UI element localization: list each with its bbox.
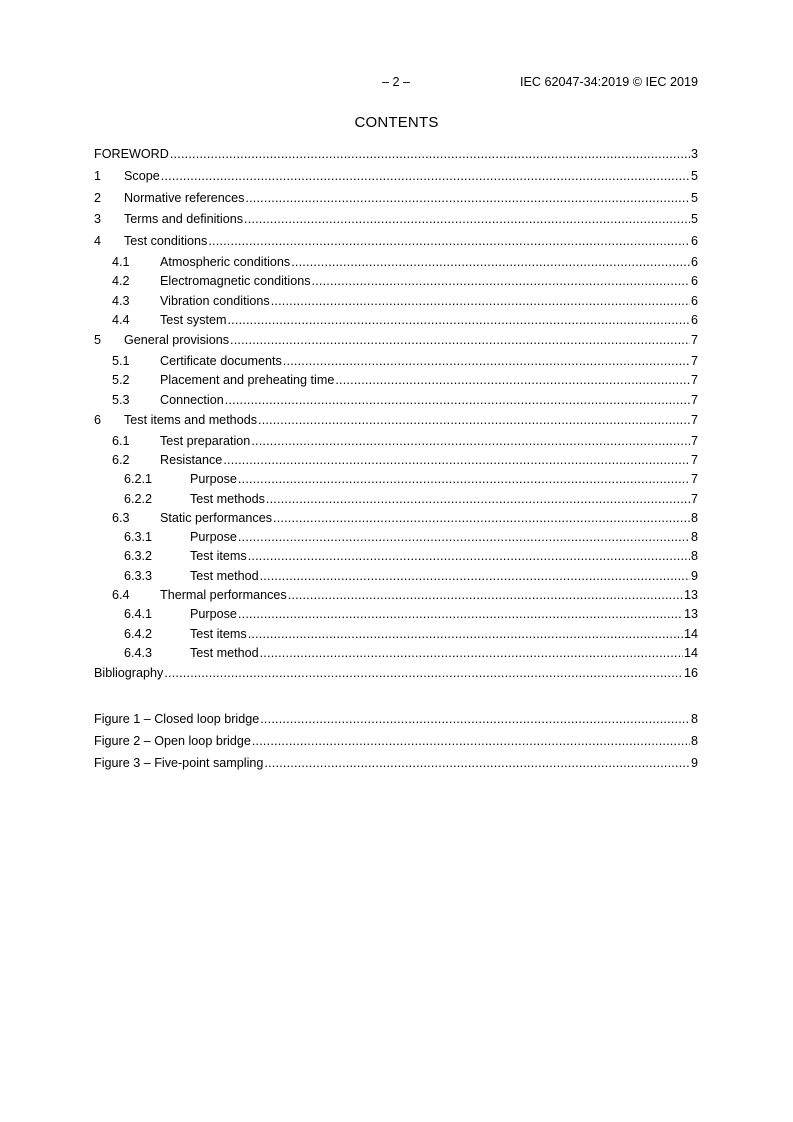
dot-leader [227, 311, 690, 330]
toc-entry-number: 6.4.2 [124, 626, 153, 641]
toc-entry-number: 6.3.2 [124, 549, 153, 564]
toc-entry-page: 5 [690, 212, 698, 227]
toc-entry-label: Test items [190, 549, 247, 564]
toc-entry[interactable] [94, 166, 698, 188]
dot-leader [260, 644, 683, 663]
toc-entry-number: 6.4.3 [124, 645, 153, 660]
dot-leader [238, 528, 690, 547]
toc-entry-number: 6 [94, 412, 102, 427]
toc-entry-page: 6 [690, 254, 698, 269]
dot-leader [264, 753, 690, 775]
toc-entry-number: 1 [94, 168, 102, 183]
toc-entry-number: 6.3.3 [124, 568, 153, 583]
toc-entry[interactable] [94, 253, 698, 272]
toc-entry-number: 4 [94, 234, 102, 249]
dot-leader [260, 567, 690, 586]
toc-entry-page: 7 [690, 412, 698, 427]
toc-entry[interactable] [94, 432, 698, 451]
toc-entry-page: 7 [690, 491, 698, 506]
toc-entry[interactable] [94, 547, 698, 566]
toc-entry-number: 6.2.2 [124, 491, 153, 506]
dot-leader [223, 451, 690, 470]
figure-entry-page: 9 [690, 755, 698, 770]
toc-entry-number: 6.4.1 [124, 607, 153, 622]
dot-leader [225, 391, 690, 410]
figure-entry[interactable] [94, 753, 698, 775]
toc-entry-number: 5.3 [112, 392, 130, 407]
toc-entry-page: 13 [683, 607, 698, 622]
toc-entry-page: 6 [690, 274, 698, 289]
toc-entry-label: Test system [160, 312, 227, 327]
toc-entry-page: 7 [690, 373, 698, 388]
dot-leader [230, 330, 690, 352]
toc-entry-page: 6 [690, 293, 698, 308]
toc-entry-label: Normative references [124, 190, 245, 205]
toc-entry-number: 6.2.1 [124, 472, 153, 487]
toc-entry-number: 4.2 [112, 274, 130, 289]
dot-leader [252, 731, 690, 753]
contents-title: CONTENTS [354, 114, 439, 131]
toc-entry-page: 8 [690, 530, 698, 545]
dot-leader [266, 490, 690, 509]
dot-leader [258, 410, 690, 432]
toc-entry[interactable] [94, 625, 698, 644]
dot-leader [170, 144, 690, 166]
toc-entry-number: 5.2 [112, 373, 130, 388]
toc-entry-label: Placement and preheating time [160, 373, 335, 388]
toc-spacer [94, 685, 698, 709]
toc-entry-number: 6.2 [112, 452, 130, 467]
toc-entry-label: Scope [124, 168, 160, 183]
dot-leader [271, 292, 690, 311]
toc-entry-label: Vibration conditions [160, 293, 270, 308]
toc-entry-number: 5.1 [112, 353, 130, 368]
toc-entry[interactable] [94, 586, 698, 605]
dot-leader [244, 209, 690, 231]
figure-entry-label: Figure 1 – Closed loop bridge [94, 712, 260, 727]
toc-entry[interactable] [94, 451, 698, 470]
toc-entry[interactable] [94, 188, 698, 210]
toc-entry-label: Test conditions [124, 234, 208, 249]
toc-entry-page: 5 [690, 190, 698, 205]
toc-entry-page: 13 [683, 588, 698, 603]
page-header [0, 75, 793, 93]
toc-entry-page: 5 [690, 168, 698, 183]
toc-entry-label: Electromagnetic conditions [160, 274, 311, 289]
figure-entry-label: Figure 2 – Open loop bridge [94, 733, 251, 748]
toc-entry-page: 7 [690, 472, 698, 487]
dot-leader [312, 272, 690, 291]
toc-entry-page: 7 [690, 452, 698, 467]
toc-entry-number: 4.4 [112, 312, 130, 327]
toc-entry[interactable] [94, 311, 698, 330]
dot-leader [335, 371, 690, 390]
dot-leader [251, 432, 690, 451]
toc-entry-label: Purpose [190, 530, 237, 545]
toc-entry-page: 16 [683, 666, 698, 681]
toc-entry[interactable] [94, 272, 698, 291]
toc-entry-page: 14 [683, 645, 698, 660]
toc-entry[interactable] [94, 605, 698, 624]
dot-leader [248, 625, 683, 644]
toc-entry-number: 4.3 [112, 293, 130, 308]
toc-entry[interactable] [94, 470, 698, 489]
toc-entry-number: 2 [94, 190, 102, 205]
dot-leader [245, 188, 690, 210]
toc-entry[interactable] [94, 410, 698, 432]
toc-entry[interactable] [94, 490, 698, 509]
toc-entry-page: 7 [690, 433, 698, 448]
toc-entry[interactable] [94, 352, 698, 371]
figure-entry-page: 8 [690, 733, 698, 748]
toc-entry-label: Test items [190, 626, 247, 641]
dot-leader [273, 509, 690, 528]
dot-leader [161, 166, 690, 188]
toc-entry[interactable] [94, 292, 698, 311]
toc-entry-label: Certificate documents [160, 353, 282, 368]
toc-entry-number: 6.3.1 [124, 530, 153, 545]
toc-entry-page: 8 [690, 549, 698, 564]
figure-entry-label: Figure 3 – Five-point sampling [94, 755, 264, 770]
toc-entry-label: Bibliography [94, 666, 164, 681]
toc-entry-page: 9 [690, 568, 698, 583]
toc-entry[interactable] [94, 371, 698, 390]
toc-entry-label: Test items and methods [124, 412, 257, 427]
dot-leader [291, 253, 690, 272]
dot-leader [164, 663, 683, 685]
toc-entry-number: 5 [94, 333, 102, 348]
toc-entry[interactable] [94, 663, 698, 685]
toc-entry-label: FOREWORD [94, 147, 169, 161]
toc-entry-label: Thermal performances [160, 588, 287, 603]
toc-entry-label: Resistance [160, 452, 223, 467]
toc-entry-page: 7 [690, 353, 698, 368]
list-of-figures [94, 709, 698, 774]
toc-entry-page: 8 [690, 510, 698, 525]
table-of-contents [94, 144, 698, 774]
toc-entry-label: Test preparation [160, 433, 251, 448]
toc-entry[interactable] [94, 391, 698, 410]
toc-entry[interactable] [94, 209, 698, 231]
dot-leader [260, 709, 690, 731]
toc-entry-label: Connection [160, 392, 224, 407]
toc-entry-label: Test methods [190, 491, 265, 506]
dot-leader [288, 586, 683, 605]
toc-entry-label: Purpose [190, 607, 237, 622]
dot-leader [208, 231, 690, 253]
toc-entry-number: 6.3 [112, 510, 130, 525]
dot-leader [238, 470, 690, 489]
toc-entry[interactable] [94, 144, 698, 166]
dot-leader [248, 547, 690, 566]
toc-entries [94, 144, 698, 685]
dot-leader [238, 605, 683, 624]
toc-entry[interactable] [94, 567, 698, 586]
toc-entry-page: 6 [690, 312, 698, 327]
toc-entry-number: 3 [94, 212, 102, 227]
toc-entry[interactable] [94, 644, 698, 663]
toc-entry-number: 4.1 [112, 254, 130, 269]
toc-entry-page: 6 [690, 234, 698, 249]
toc-entry-page: 3 [690, 147, 698, 161]
toc-entry-label: Test method [190, 568, 259, 583]
toc-entry-label: Atmospheric conditions [160, 254, 291, 269]
toc-entry-page: 7 [690, 392, 698, 407]
toc-entry-page: 7 [690, 333, 698, 348]
toc-entry-label: Terms and definitions [124, 212, 244, 227]
toc-entry[interactable] [94, 330, 698, 352]
dot-leader [283, 352, 690, 371]
toc-entry-label: General provisions [124, 333, 229, 348]
toc-entry-label: Test method [190, 645, 259, 660]
toc-entry[interactable] [94, 528, 698, 547]
toc-entry-number: 6.4 [112, 588, 130, 603]
toc-entry-label: Static performances [160, 510, 272, 525]
toc-entry-number: 6.1 [112, 433, 130, 448]
figure-entry[interactable] [94, 731, 698, 753]
toc-entry[interactable] [94, 231, 698, 253]
toc-entry-page: 14 [683, 626, 698, 641]
page-number: – 2 – [381, 75, 410, 89]
document-id: IEC 62047-34:2019 © IEC 2019 [519, 75, 698, 89]
figure-entry-page: 8 [690, 712, 698, 727]
toc-entry[interactable] [94, 509, 698, 528]
toc-entry-label: Purpose [190, 472, 237, 487]
figure-entry[interactable] [94, 709, 698, 731]
